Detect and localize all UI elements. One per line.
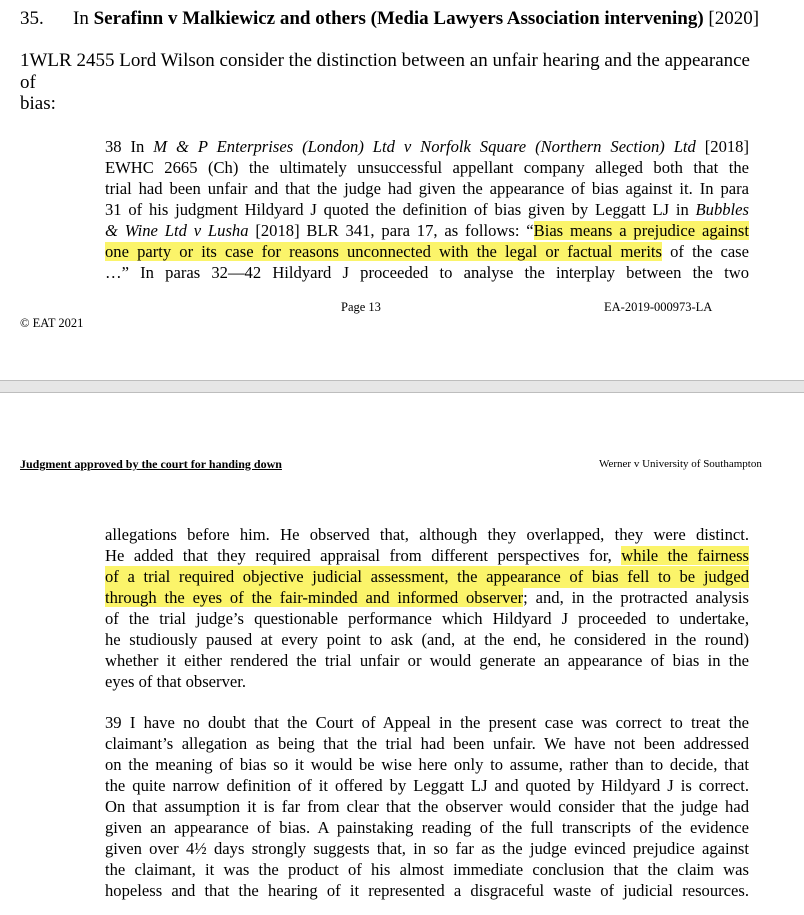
para-35-line-3: bias: [20, 93, 56, 114]
text-line: On that assumption it is far from clear that the observer would consider that the judge had [105, 797, 749, 816]
case-reference: EA-2019-000973-LA [604, 300, 713, 314]
quote-line-1: 38 In M & P Enterprises (London) Ltd v Norfolk Square (Northern Section) Ltd [2018] [105, 137, 749, 156]
text-line: claimant’s allegation as being that the trial had been unfair. We have not been addressed [105, 734, 749, 753]
text-line: he studiously paused at every point to ask (and, at the end, he considered in the round) [105, 630, 749, 649]
text-line: whether it either rendered the trial unfair or would generate an appearance of bias in the [105, 651, 749, 670]
text-line: allegations before him. He observed that, although they overlapped, they were distinct. [105, 525, 749, 544]
text-line: given over 4½ days strongly suggests that, in so far as the judge evinced prejudice against [105, 839, 749, 858]
text-line: given an appearance of bias. A painstaking reading of the full transcripts of the evidence [105, 818, 749, 837]
quote-line-5: & Wine Ltd v Lusha [2018] BLR 341, para 17, as follows: “Bias means a prejudice against [105, 221, 749, 240]
running-header-left: Judgment approved by the court for handing down [20, 457, 282, 471]
quote-line-7: …” In paras 32—42 Hildyard J proceeded to analyse the interplay between the two [105, 263, 749, 282]
text-line: the quite narrow definition of it offered by Leggatt LJ and quoted by Hildyard J is correct. [105, 776, 749, 795]
highlight: through the eyes of the fair-minded and informed observer [105, 588, 524, 607]
para-35-line-1: In Serafinn v Malkiewicz and others (Media Lawyers Association intervening) [2020] [73, 8, 760, 29]
quote-line-3: trial had been unfair and that the judge had given the appearance of bias against it. In para [105, 179, 749, 198]
copyright: © EAT 2021 [20, 316, 84, 330]
text-line: on the meaning of bias so it would be wise here only to assume, rather than to decide, that [105, 755, 749, 774]
running-header-right: Werner v University of Southampton [599, 458, 762, 470]
para-35-line-2: 1WLR 2455 Lord Wilson consider the distinction between an unfair hearing and the appearance of [20, 50, 750, 93]
page-number: Page 13 [341, 300, 381, 314]
text-line: He added that they required appraisal from different perspectives for, while the fairness [105, 546, 749, 565]
text-line: of the trial judge’s questionable performance which Hildyard J proceeded to undertake, [105, 609, 749, 628]
quote-line-2: EWHC 2665 (Ch) the ultimately unsuccessful appellant company alleged both that the [105, 158, 749, 177]
highlight: while the fairness [621, 546, 749, 565]
text-line: 39 I have no doubt that the Court of Appeal in the present case was correct to treat the [105, 713, 749, 732]
paragraph-number: 35. [20, 8, 44, 29]
quote-line-6: one party or its case for reasons unconnected with the legal or factual merits of the case [105, 242, 750, 261]
text-line: hopeless and that the hearing of it represented a disgraceful waste of judicial resources. [105, 881, 749, 900]
highlight: Bias means a prejudice against [533, 221, 749, 240]
case-name: Serafinn v Malkiewicz and others (Media Lawyers Association intervening) [93, 8, 704, 29]
highlight: one party or its case for reasons unconnected with the legal or factual merits [105, 242, 663, 261]
text-line: eyes of that observer. [105, 672, 246, 691]
quote-line-4: 31 of his judgment Hildyard J quoted the definition of bias given by Leggatt LJ in Bubbles [105, 200, 749, 219]
text-line: through the eyes of the fair-minded and informed observer; and, in the protracted analysis [105, 588, 749, 607]
page-separator [0, 380, 804, 393]
text-line: the claimant, it was the product of his almost immediate conclusion that the claim was [105, 860, 749, 879]
highlight: of a trial required objective judicial assessment, the appearance of bias fell to be judged [105, 567, 749, 586]
